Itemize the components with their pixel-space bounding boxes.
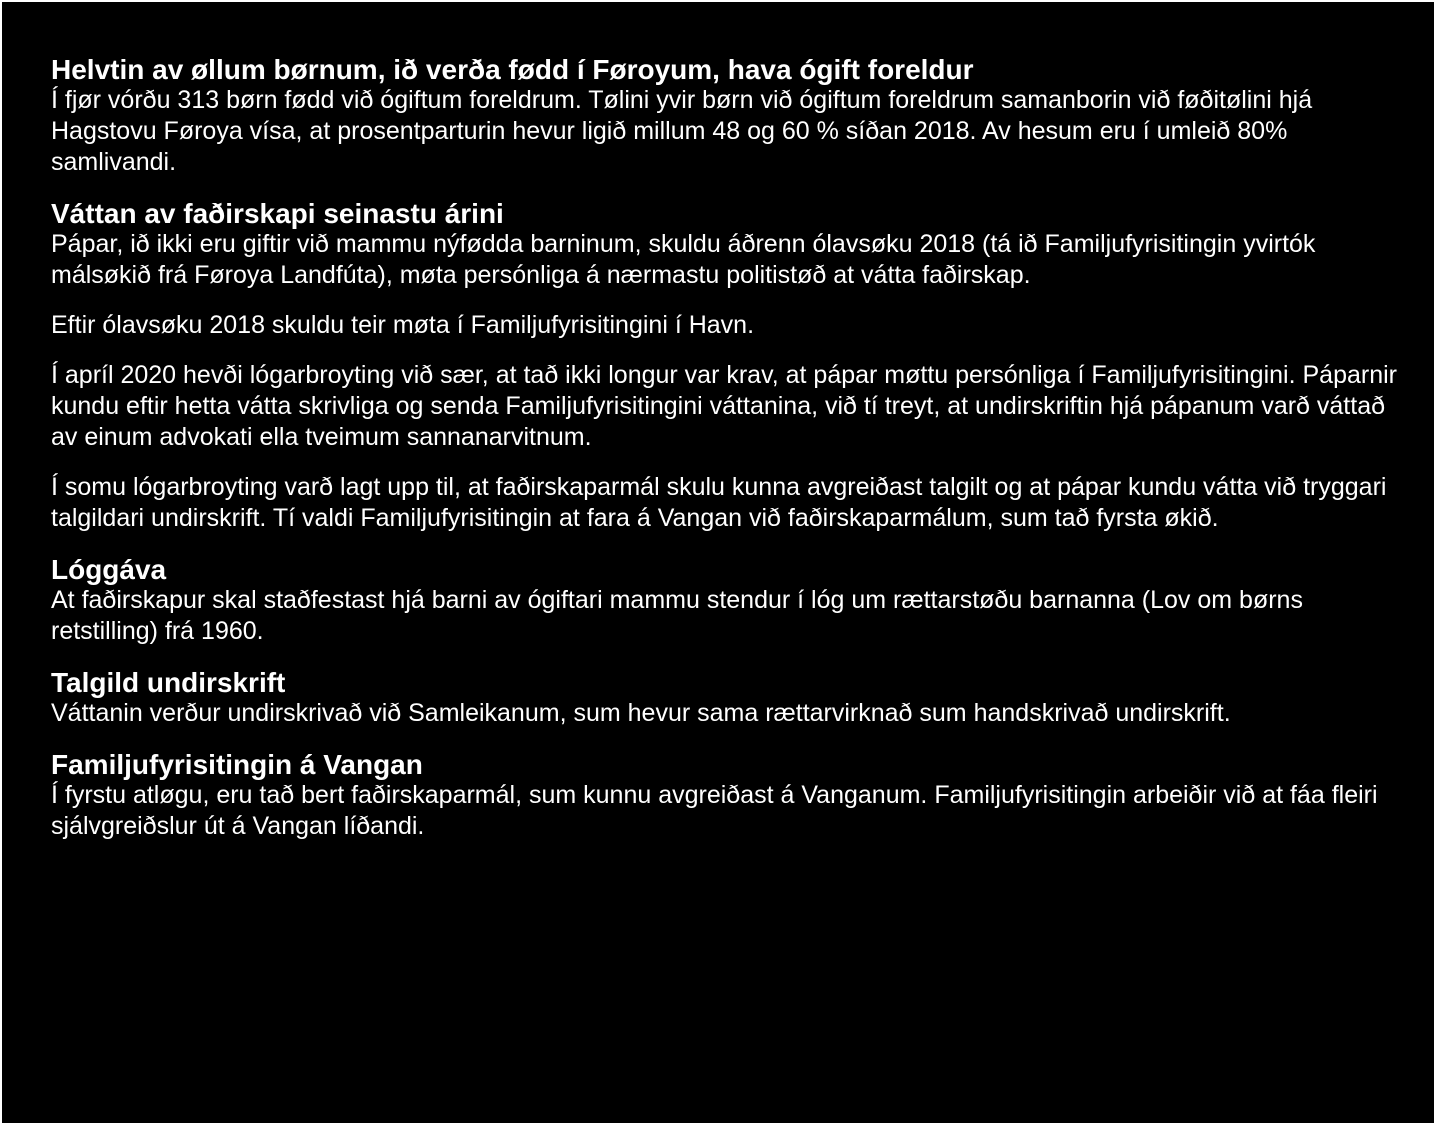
document-content (51, 54, 1401, 862)
section-paragraph: Í apríl 2020 hevði lógarbroyting við sær, at tað ikki longur var krav, at pápar møttu persónliga í Familjufyrisitingini. Páparnir kundu eftir hetta vátta skrivliga og senda Familjufyrisitingini váttanina, við tí treyt, at undirskriftin hjá pápanum varð váttað av einum advokati ella tveimum sannanarvitnum. (51, 361, 1397, 451)
section-heading: Lóggáva (51, 554, 167, 585)
section-paragraph: Pápar, ið ikki eru giftir við mammu nýfødda barninum, skuldu áðrenn ólavsøku 2018 (tá ið Familjufyrisitingin yvirtók málsøkið frá Føroya Landfúta), møta persónliga á nærmastu politistøð at vátta faðirskap. (51, 230, 1316, 289)
section-legislation (51, 554, 1401, 647)
section-paragraph: Í fjør vórðu 313 børn fødd við ógiftum foreldrum. Tølini yvir børn við ógiftum foreldrum samanborin við føðitølini hjá Hagstovu Føroya vísa, at prosentparturin hevur ligið millum 48 og 60 % síðan 2018. Av hesum eru í umleið 80% samlivandi. (51, 86, 1313, 176)
section-heading: Helvtin av øllum børnum, ið verða fødd í Føroyum, hava ógift foreldur (51, 54, 974, 85)
section-paragraph: Í somu lógarbroyting varð lagt upp til, at faðirskaparmál skulu kunna avgreiðast talgilt og at pápar kundu vátta við tryggari talgildari undirskrift. Tí valdi Familjufyrisitingin at fara á Vangan við faðirskaparmálum, sum tað fyrsta økið. (51, 473, 1387, 532)
section-heading: Váttan av faðirskapi seinastu árini (51, 198, 504, 229)
section-digital-signature (51, 667, 1401, 729)
section-paragraph: Eftir ólavsøku 2018 skuldu teir møta í Familjufyrisitingini í Havn. (51, 311, 755, 339)
section-vangan (51, 749, 1401, 842)
section-paragraph: At faðirskapur skal staðfestast hjá barni av ógiftari mammu stendur í lóg um rættarstøðu barnanna (Lov om børns retstilling) frá 1960. (51, 586, 1303, 645)
section-paternity-confirmation (51, 198, 1401, 534)
section-heading: Familjufyrisitingin á Vangan (51, 749, 423, 780)
section-paragraph: Í fyrstu atløgu, eru tað bert faðirskaparmál, sum kunnu avgreiðast á Vanganum. Familjufyrisitingin arbeiðir við at fáa fleiri sjálvgreiðslur út á Vangan líðandi. (51, 781, 1378, 840)
section-unmarried-parents (51, 54, 1401, 178)
section-heading: Talgild undirskrift (51, 667, 286, 698)
section-paragraph: Váttanin verður undirskrivað við Samleikanum, sum hevur sama rættarvirknað sum handskrivað undirskrift. (51, 699, 1231, 727)
